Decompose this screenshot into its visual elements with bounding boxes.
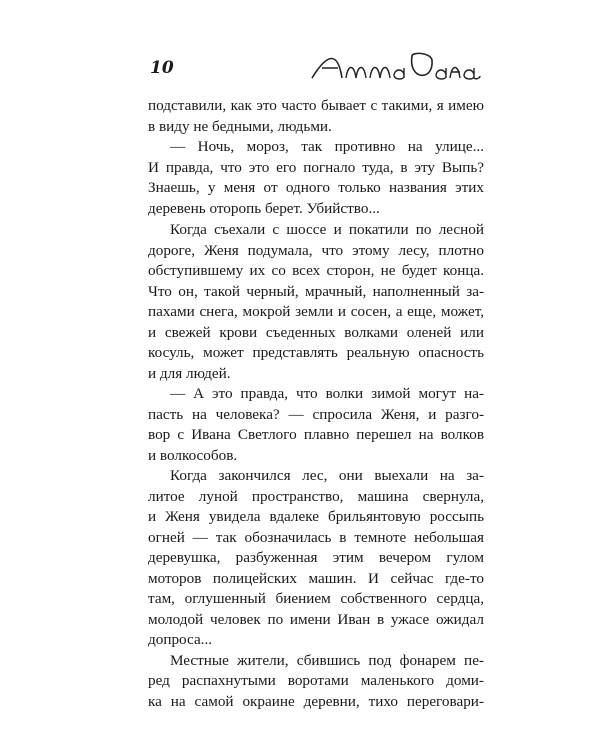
text-line: Когда съехали с шоссе и покатили по лесной: [170, 221, 484, 238]
text-line: и свежей крови съеденных волками оленей или: [148, 323, 484, 341]
text-line: дороге, Женя подумала, что этому лесу, плотно: [148, 241, 484, 259]
text-line: Местные жители, сбившись под фонарем пе-: [170, 651, 484, 669]
text-line: Знаешь, у меня от одного только названия этих: [148, 179, 484, 196]
paragraph: [148, 466, 484, 651]
text-line: и для людей.: [148, 364, 231, 382]
text-line: Что он, такой черный, мрачный, наполненный за-: [148, 282, 484, 300]
text-line: и Женя увидела вдалеке брильянтовую россыпь: [148, 508, 484, 525]
text-line: ред распахнутыми воротами маленького доми-: [148, 672, 484, 689]
text-line: — А это правда, что волки зимой могут на-: [170, 385, 484, 402]
text-line: допроса...: [148, 631, 213, 648]
text-line: обступившему их со всех сторон, не будет конца.: [148, 262, 484, 279]
text-line: подставили, как это часто бывает с такими, я имею: [148, 97, 484, 114]
body-text: [148, 96, 484, 219]
text-line: пасть на человека? — спросила Женя, и разго-: [148, 405, 484, 423]
text-line: молодой человек по имени Иван в ужасе ожидал: [148, 610, 484, 628]
paragraph: [148, 384, 484, 466]
signature-flourish-icon: [308, 50, 482, 84]
text-line: литое луной пространство, машина свернула,: [148, 487, 484, 505]
paragraph: [148, 96, 484, 137]
text-line: моторов полицейских машин. И сейчас где-то: [148, 569, 484, 587]
text-line: пахами снега, мокрой земли и сосен, а еще, может,: [148, 303, 484, 320]
text-line: — Ночь, мороз, так противно на улице...: [170, 138, 484, 155]
text-line: деревушка, разбуженная этим вечером гулом: [148, 549, 484, 566]
author-signature-logo: [308, 50, 482, 84]
text-line: вор с Ивана Светлого плавно перешел на волков: [148, 426, 484, 443]
paragraph: [148, 137, 484, 219]
text-line: деревень оторопь берет. Убийство...: [148, 199, 380, 217]
text-line: И правда, что это его погнало туда, в эту Выпь?: [148, 158, 484, 176]
text-line: там, оглушенный биением собственного сердца,: [148, 590, 484, 607]
paragraph: [148, 651, 484, 713]
text-line: в виду не бедными, людьми.: [148, 117, 332, 135]
text-line: ка на самой окраине деревни, тихо переговари-: [148, 692, 484, 710]
text-line: косуль, может представлять реальную опасность: [148, 344, 484, 361]
page-number: 10: [150, 58, 174, 78]
body-text-section-break: [148, 220, 484, 712]
text-line: Когда закончился лес, они выехали на за-: [170, 467, 484, 484]
text-line: огней — так обозначилась в темноте небольшая: [148, 528, 484, 546]
paragraph: [148, 220, 484, 384]
text-line: и волкособов.: [148, 446, 238, 464]
